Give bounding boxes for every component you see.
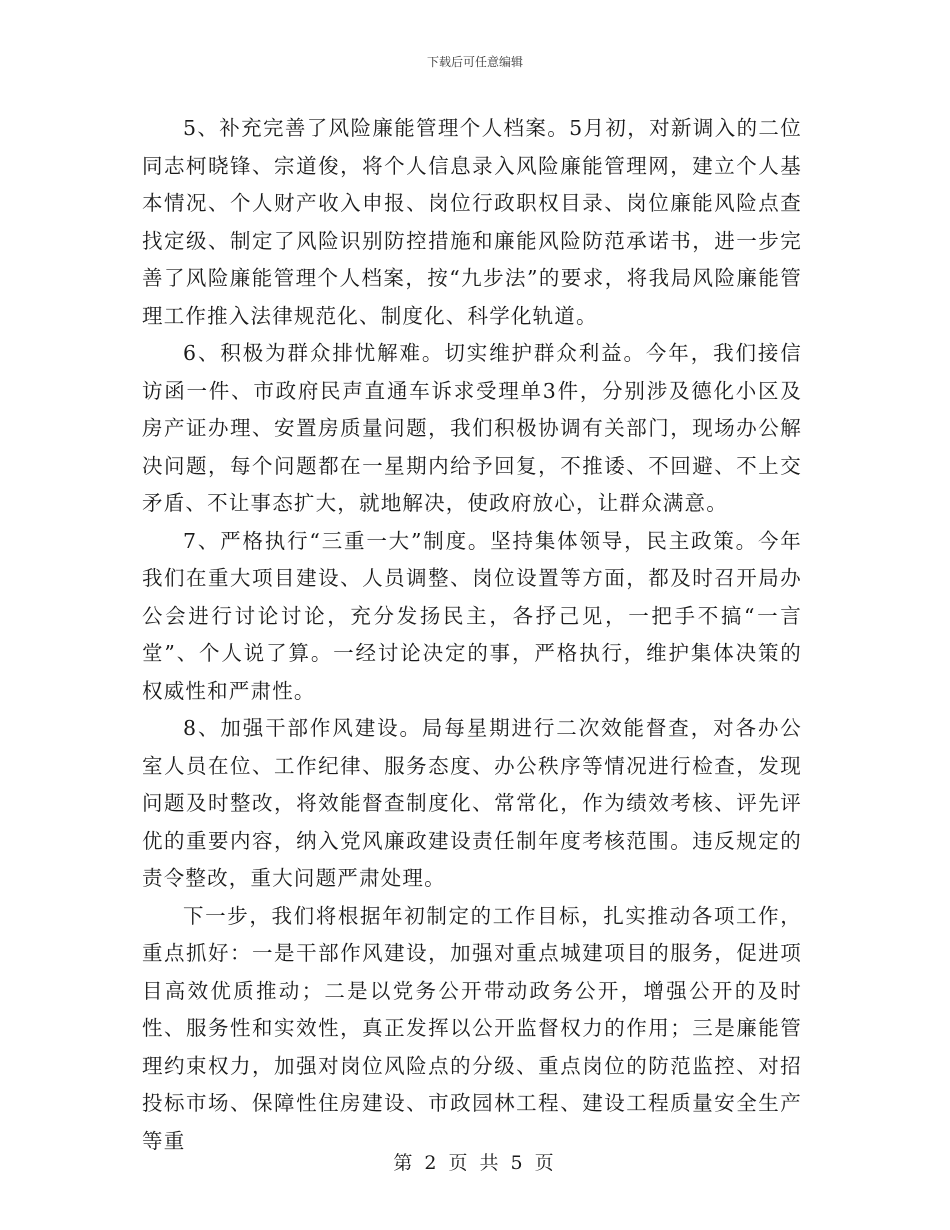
header-note: 下载后可任意编辑 — [426, 55, 523, 69]
paragraph-5: 5、补充完善了风险廉能管理个人档案。5月初，对新调入的二位同志柯晓锋、宗道俊，将个人信息录入风险廉能管理网，建立个人基本情况、个人财产收入申报、岗位行政职权目录、岗位廉能风险点查找定级、制定了风险识别防控措施和廉能风险防范承诺书，进一步完善了风险廉能管理个人档案，按“九步法”的要求，将我局风险廉能管理工作推入法律规范化、制度化、科学化轨道。 — [142, 116, 802, 328]
paragraph-8: 8、加强干部作风建设。局每星期进行二次效能督查，对各办公室人员在位、工作纪律、服务态度、办公秩序等情况进行检查，发现问题及时整改，将效能督查制度化、常常化，作为绩效考核、评先评优的重要内容，纳入党风廉政建设责任制年度考核范围。违反规定的责令整改，重大问题严肃处理。 — [142, 716, 802, 890]
document-body — [142, 110, 802, 1160]
page-number-footer: 第 2 页 共 5 页 — [393, 1152, 557, 1174]
paragraph-6: 6、积极为群众排忧解难。切实维护群众利益。今年，我们接信访函一件、市政府民声直通车诉求受理单3件，分别涉及德化小区及房产证办理、安置房质量问题，我们积极协调有关部门，现场办公解决问题，每个问题都在一星期内给予回复，不推诿、不回避、不上交矛盾、不让事态扩大，就地解决，使政府放心，让群众满意。 — [142, 341, 802, 515]
paragraph-7: 7、严格执行“三重一大”制度。坚持集体领导，民主政策。今年我们在重大项目建设、人员调整、岗位设置等方面，都及时召开局办公会进行讨论讨论，充分发扬民主，各抒己见，一把手不搞“一言堂”、个人说了算。一经讨论决定的事，严格执行，维护集体决策的权威性和严肃性。 — [142, 528, 802, 703]
paragraph-next-steps: 下一步，我们将根据年初制定的工作目标，扎实推动各项工作，重点抓好：一是干部作风建设，加强对重点城建项目的服务，促进项目高效优质推动；二是以党务公开带动政务公开，增强公开的及时性、服务性和实效性，真正发挥以公开监督权力的作用；三是廉能管理约束权力，加强对岗位风险点的分级、重点岗位的防范监控、对招投标市场、保障性住房建设、市政园林工程、建设工程质量安全生产等重 — [142, 903, 802, 1153]
